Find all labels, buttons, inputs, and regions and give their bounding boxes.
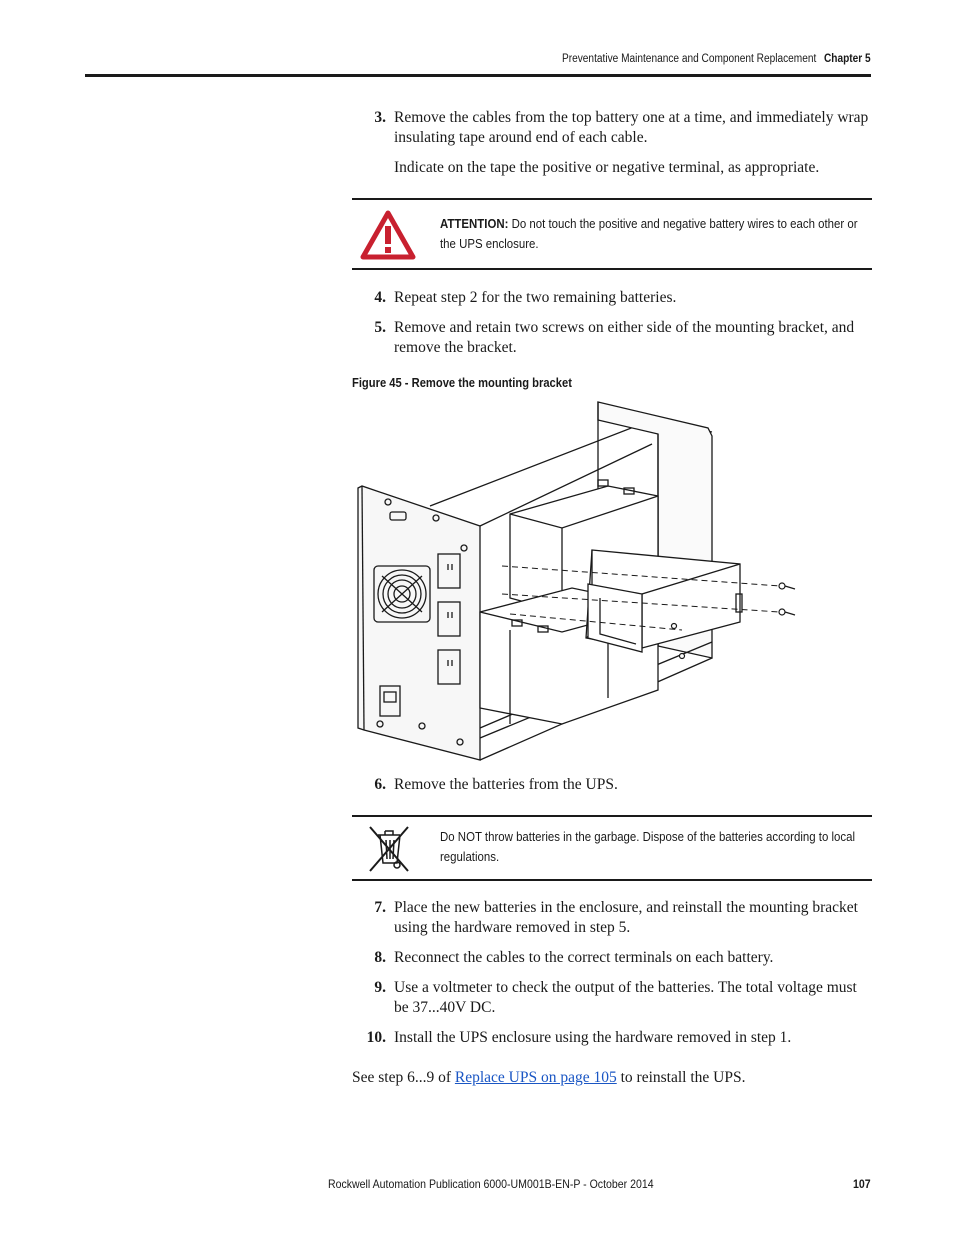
step-10 bbox=[352, 1028, 872, 1048]
step-number: 3. bbox=[374, 109, 386, 126]
step-3-note: Indicate on the tape the positive or negative terminal, as appropriate. bbox=[394, 159, 820, 176]
step-7 bbox=[352, 898, 872, 938]
step-8 bbox=[352, 948, 872, 968]
step-9 bbox=[352, 978, 872, 1018]
disposal-box bbox=[352, 815, 872, 881]
step-text: Use a voltmeter to check the output of the batteries. The total voltage must be 37...40V DC. bbox=[394, 979, 857, 1016]
footer-page-number: 107 bbox=[853, 1177, 871, 1191]
running-header-title: Preventative Maintenance and Component Replacement bbox=[562, 53, 817, 65]
step-text: Install the UPS enclosure using the hardware removed in step 1. bbox=[394, 1029, 792, 1046]
step-number: 10. bbox=[366, 1029, 386, 1046]
step-number: 7. bbox=[374, 899, 386, 916]
running-header-chapter: Chapter 5 bbox=[824, 53, 871, 65]
replace-ups-link[interactable]: Replace UPS on page 105 bbox=[454, 1069, 617, 1086]
warning-triangle-icon bbox=[360, 210, 416, 260]
disposal-text: Do NOT throw batteries in the garbage. Dispose of the batteries according to local regulations. bbox=[440, 829, 856, 864]
attention-message: Do not touch the positive and negative battery wires to each other or the UPS enclosure. bbox=[440, 216, 858, 251]
step-4 bbox=[352, 288, 872, 308]
step-number: 6. bbox=[374, 776, 386, 793]
step-text: Remove the cables from the top battery one at a time, and immediately wrap insulating tape around end of each cable. bbox=[394, 109, 869, 146]
step-5 bbox=[352, 318, 872, 358]
footer-publication: Rockwell Automation Publication 6000-UM001B-EN-P - October 2014 bbox=[328, 1177, 654, 1191]
attention-box bbox=[352, 198, 872, 270]
step-text: Remove and retain two screws on either side of the mounting bracket, and remove the bracket. bbox=[394, 319, 855, 356]
ups-bracket-illustration bbox=[352, 398, 812, 766]
step-3 bbox=[352, 108, 872, 148]
step-number: 5. bbox=[374, 319, 386, 336]
closing-before: See step 6...9 of bbox=[352, 1069, 455, 1086]
figure-caption: Figure 45 - Remove the mounting bracket bbox=[352, 375, 572, 390]
crossed-out-bin-icon bbox=[364, 821, 414, 875]
step-number: 9. bbox=[374, 979, 386, 996]
step-text: Reconnect the cables to the correct terminals on each battery. bbox=[394, 949, 774, 966]
step-text: Place the new batteries in the enclosure, and reinstall the mounting bracket using the hardware removed in step 5. bbox=[394, 899, 858, 936]
attention-label: ATTENTION: bbox=[440, 216, 509, 231]
attention-text bbox=[440, 214, 871, 254]
step-text: Remove the batteries from the UPS. bbox=[394, 776, 618, 793]
closing-paragraph bbox=[352, 1068, 745, 1088]
step-number: 4. bbox=[374, 289, 386, 306]
step-6 bbox=[352, 775, 872, 795]
closing-after: to reinstall the UPS. bbox=[616, 1069, 746, 1086]
step-number: 8. bbox=[374, 949, 386, 966]
step-text: Repeat step 2 for the two remaining batteries. bbox=[394, 289, 677, 306]
header-rule bbox=[85, 74, 871, 77]
